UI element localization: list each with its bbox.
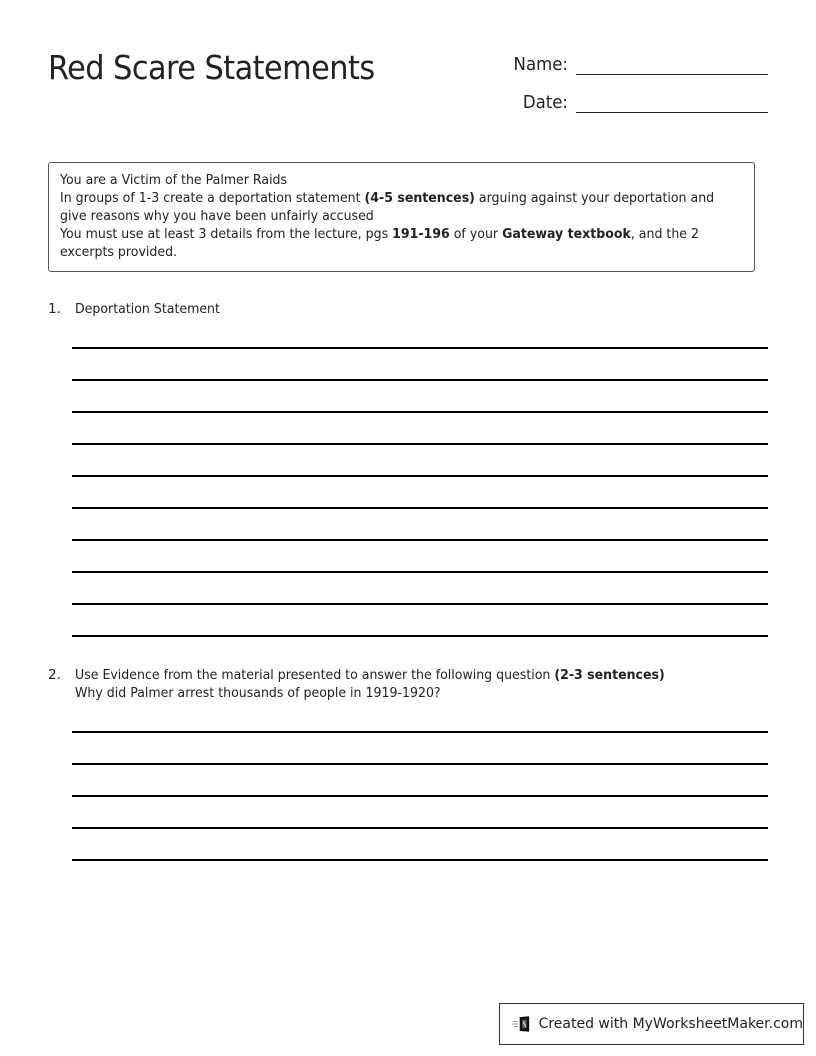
- instruction-line-4: [60, 225, 705, 243]
- answer-line[interactable]: [72, 347, 768, 349]
- question-text: [75, 666, 665, 684]
- answer-line[interactable]: [72, 539, 768, 541]
- answer-line[interactable]: [72, 411, 768, 413]
- name-label: Name:: [513, 54, 568, 75]
- answer-line[interactable]: [72, 443, 768, 445]
- question-number: 1.: [48, 301, 61, 317]
- question-text-bold: (2-3 sentences): [554, 667, 665, 683]
- answer-line[interactable]: [72, 507, 768, 509]
- answer-line[interactable]: [72, 603, 768, 605]
- answer-line[interactable]: [72, 827, 768, 829]
- instruction-text: of your: [449, 226, 503, 242]
- footer-credit[interactable]: [499, 1003, 804, 1045]
- answer-line[interactable]: [72, 571, 768, 573]
- answer-line[interactable]: [72, 731, 768, 733]
- instruction-bold-pages: 191-196: [392, 226, 450, 242]
- instruction-line-3: give reasons why you have been unfairly accused: [60, 208, 374, 224]
- date-input-line[interactable]: [576, 92, 768, 113]
- instruction-text: In groups of 1-3 create a deportation statement: [60, 190, 365, 206]
- question-text: Deportation Statement: [75, 301, 220, 317]
- answer-line[interactable]: [72, 859, 768, 861]
- worksheet-maker-logo-icon: [512, 1014, 533, 1034]
- instruction-text: arguing against your deportation and: [474, 190, 715, 206]
- instruction-bold-textbook: Gateway textbook: [502, 226, 631, 242]
- answer-line[interactable]: [72, 379, 768, 381]
- footer-text: Created with MyWorksheetMaker.com: [538, 1016, 803, 1032]
- instructions-box: [48, 162, 755, 272]
- instruction-line-2: [60, 189, 715, 207]
- question-number: 2.: [48, 667, 61, 683]
- answer-line[interactable]: [72, 763, 768, 765]
- instruction-bold-sentences: (4-5 sentences): [364, 190, 475, 206]
- instruction-text: , and the 2: [630, 226, 699, 242]
- name-field: [498, 54, 768, 75]
- answer-line[interactable]: [72, 475, 768, 477]
- instruction-line-5: excerpts provided.: [60, 244, 178, 260]
- instruction-line-1: You are a Victim of the Palmer Raids: [60, 172, 288, 188]
- answer-line[interactable]: [72, 795, 768, 797]
- date-field: [498, 92, 768, 113]
- instruction-text: You must use at least 3 details from the lecture, pgs: [60, 226, 393, 242]
- page-title: Red Scare Statements: [48, 48, 375, 87]
- answer-line[interactable]: [72, 635, 768, 637]
- question-subtext: Why did Palmer arrest thousands of people in 1919-1920?: [75, 685, 441, 701]
- name-input-line[interactable]: [576, 54, 768, 75]
- question-text-main: Use Evidence from the material presented to answer the following question: [75, 667, 555, 683]
- date-label: Date:: [522, 92, 568, 113]
